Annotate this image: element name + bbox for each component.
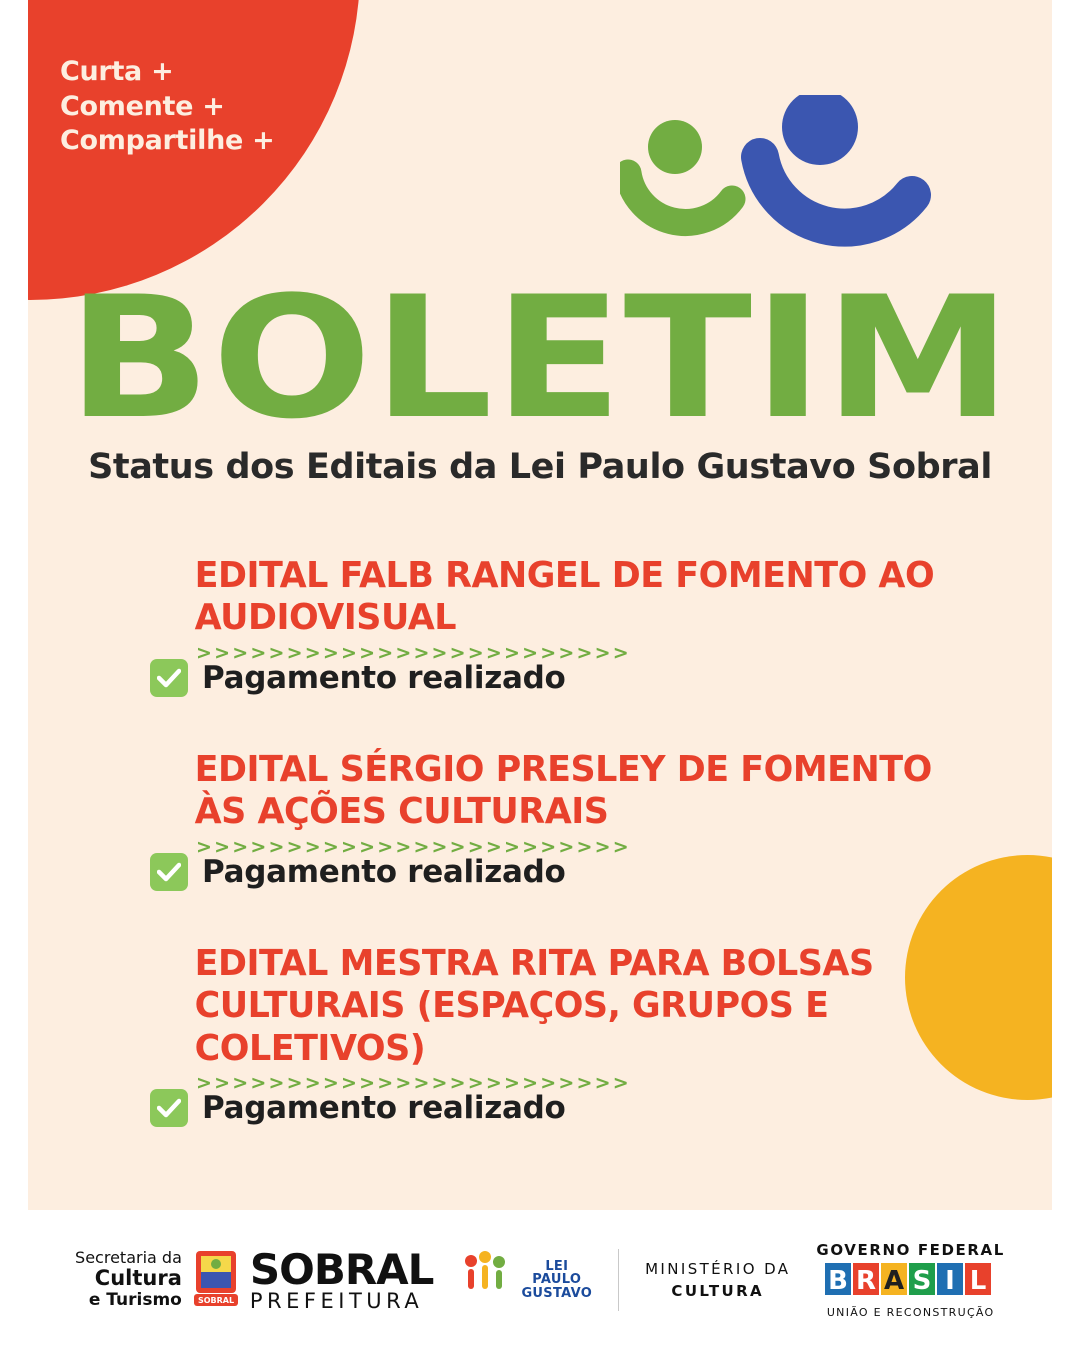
edital-title: EDITAL FALB RANGEL DE FOMENTO AO AUDIOVISUAL (194, 555, 935, 639)
sobral-wordmark: SOBRAL (249, 1244, 434, 1294)
svg-text:S: S (912, 1266, 932, 1296)
secretaria-logo (75, 1244, 434, 1314)
prefeitura-wordmark: PREFEITURA (249, 1288, 424, 1313)
title-block (0, 260, 1080, 487)
governo-top-label: GOVERNO FEDERAL (816, 1241, 1005, 1259)
lei-paulo-gustavo-logo (459, 1251, 592, 1310)
status-label: Pagamento realizado (202, 853, 566, 890)
chevron-separator-icon: >>>>>>>>>>>>>>>>>>>>>>>> (196, 1072, 631, 1095)
engagement-badge (60, 55, 274, 159)
list-item (150, 555, 1010, 697)
list-item (150, 943, 1010, 1127)
check-icon (150, 659, 188, 697)
status-label: Pagamento realizado (202, 1090, 566, 1127)
edital-title: EDITAL SÉRGIO PRESLEY DE FOMENTO ÀS AÇÕES CULTURAIS (194, 748, 932, 833)
status-row (150, 1089, 1010, 1127)
svg-text:R: R (855, 1266, 876, 1296)
ministerio-cultura-logo (645, 1258, 790, 1303)
page-margin-right (1052, 0, 1080, 1350)
edital-list (150, 555, 1010, 1179)
edital-title: EDITAL MESTRA RITA PARA BOLSAS CULTURAIS (ESPAÇOS, GRUPOS E COLETIVOS) (194, 942, 874, 1069)
governo-federal-logo (816, 1241, 1005, 1319)
page-subtitle: Status dos Editais da Lei Paulo Gustavo Sobral (88, 446, 992, 487)
secretaria-line-2: Cultura (94, 1266, 182, 1291)
svg-text:L: L (969, 1266, 986, 1296)
footer-divider (618, 1249, 619, 1311)
sobral-coat-of-arms-icon (192, 1247, 240, 1314)
engagement-line-3: Compartilhe + (60, 125, 275, 157)
status-label: Pagamento realizado (202, 659, 566, 696)
list-item (150, 749, 1010, 891)
svg-text:SOBRAL: SOBRAL (197, 1295, 234, 1305)
governo-bottom-label: UNIÃO E RECONSTRUÇÃO (826, 1306, 995, 1319)
engagement-line-1: Curta + (60, 56, 174, 87)
page-margin-left (0, 0, 28, 1350)
ministerio-line-1: MINISTÉRIO DA (645, 1259, 791, 1278)
engagement-line-2: Comente + (60, 90, 225, 122)
footer-logos (0, 1210, 1080, 1350)
secretaria-line-3: e Turismo (88, 1290, 182, 1311)
status-row (150, 659, 1010, 697)
svg-text:A: A (883, 1266, 904, 1296)
check-icon (150, 1089, 188, 1127)
svg-text:B: B (827, 1266, 848, 1296)
lpg-line-2: PAULO (532, 1272, 582, 1288)
secretaria-line-1: Secretaria da (75, 1248, 182, 1268)
lpg-figures-icon (459, 1251, 511, 1310)
people-logo-icon (620, 95, 960, 255)
check-icon (150, 853, 188, 891)
ministerio-line-2: CULTURA (671, 1282, 765, 1300)
svg-text:I: I (944, 1266, 955, 1296)
page-title: BOLETIM (67, 260, 1013, 456)
lpg-line-3: GUSTAVO (521, 1285, 593, 1301)
status-row (150, 853, 1010, 891)
lpg-line-1: LEI (545, 1258, 569, 1274)
brasil-wordmark-icon (816, 1261, 1005, 1303)
chevron-separator-icon: >>>>>>>>>>>>>>>>>>>>>>>> (196, 835, 631, 858)
chevron-separator-icon: >>>>>>>>>>>>>>>>>>>>>>>> (196, 641, 631, 664)
